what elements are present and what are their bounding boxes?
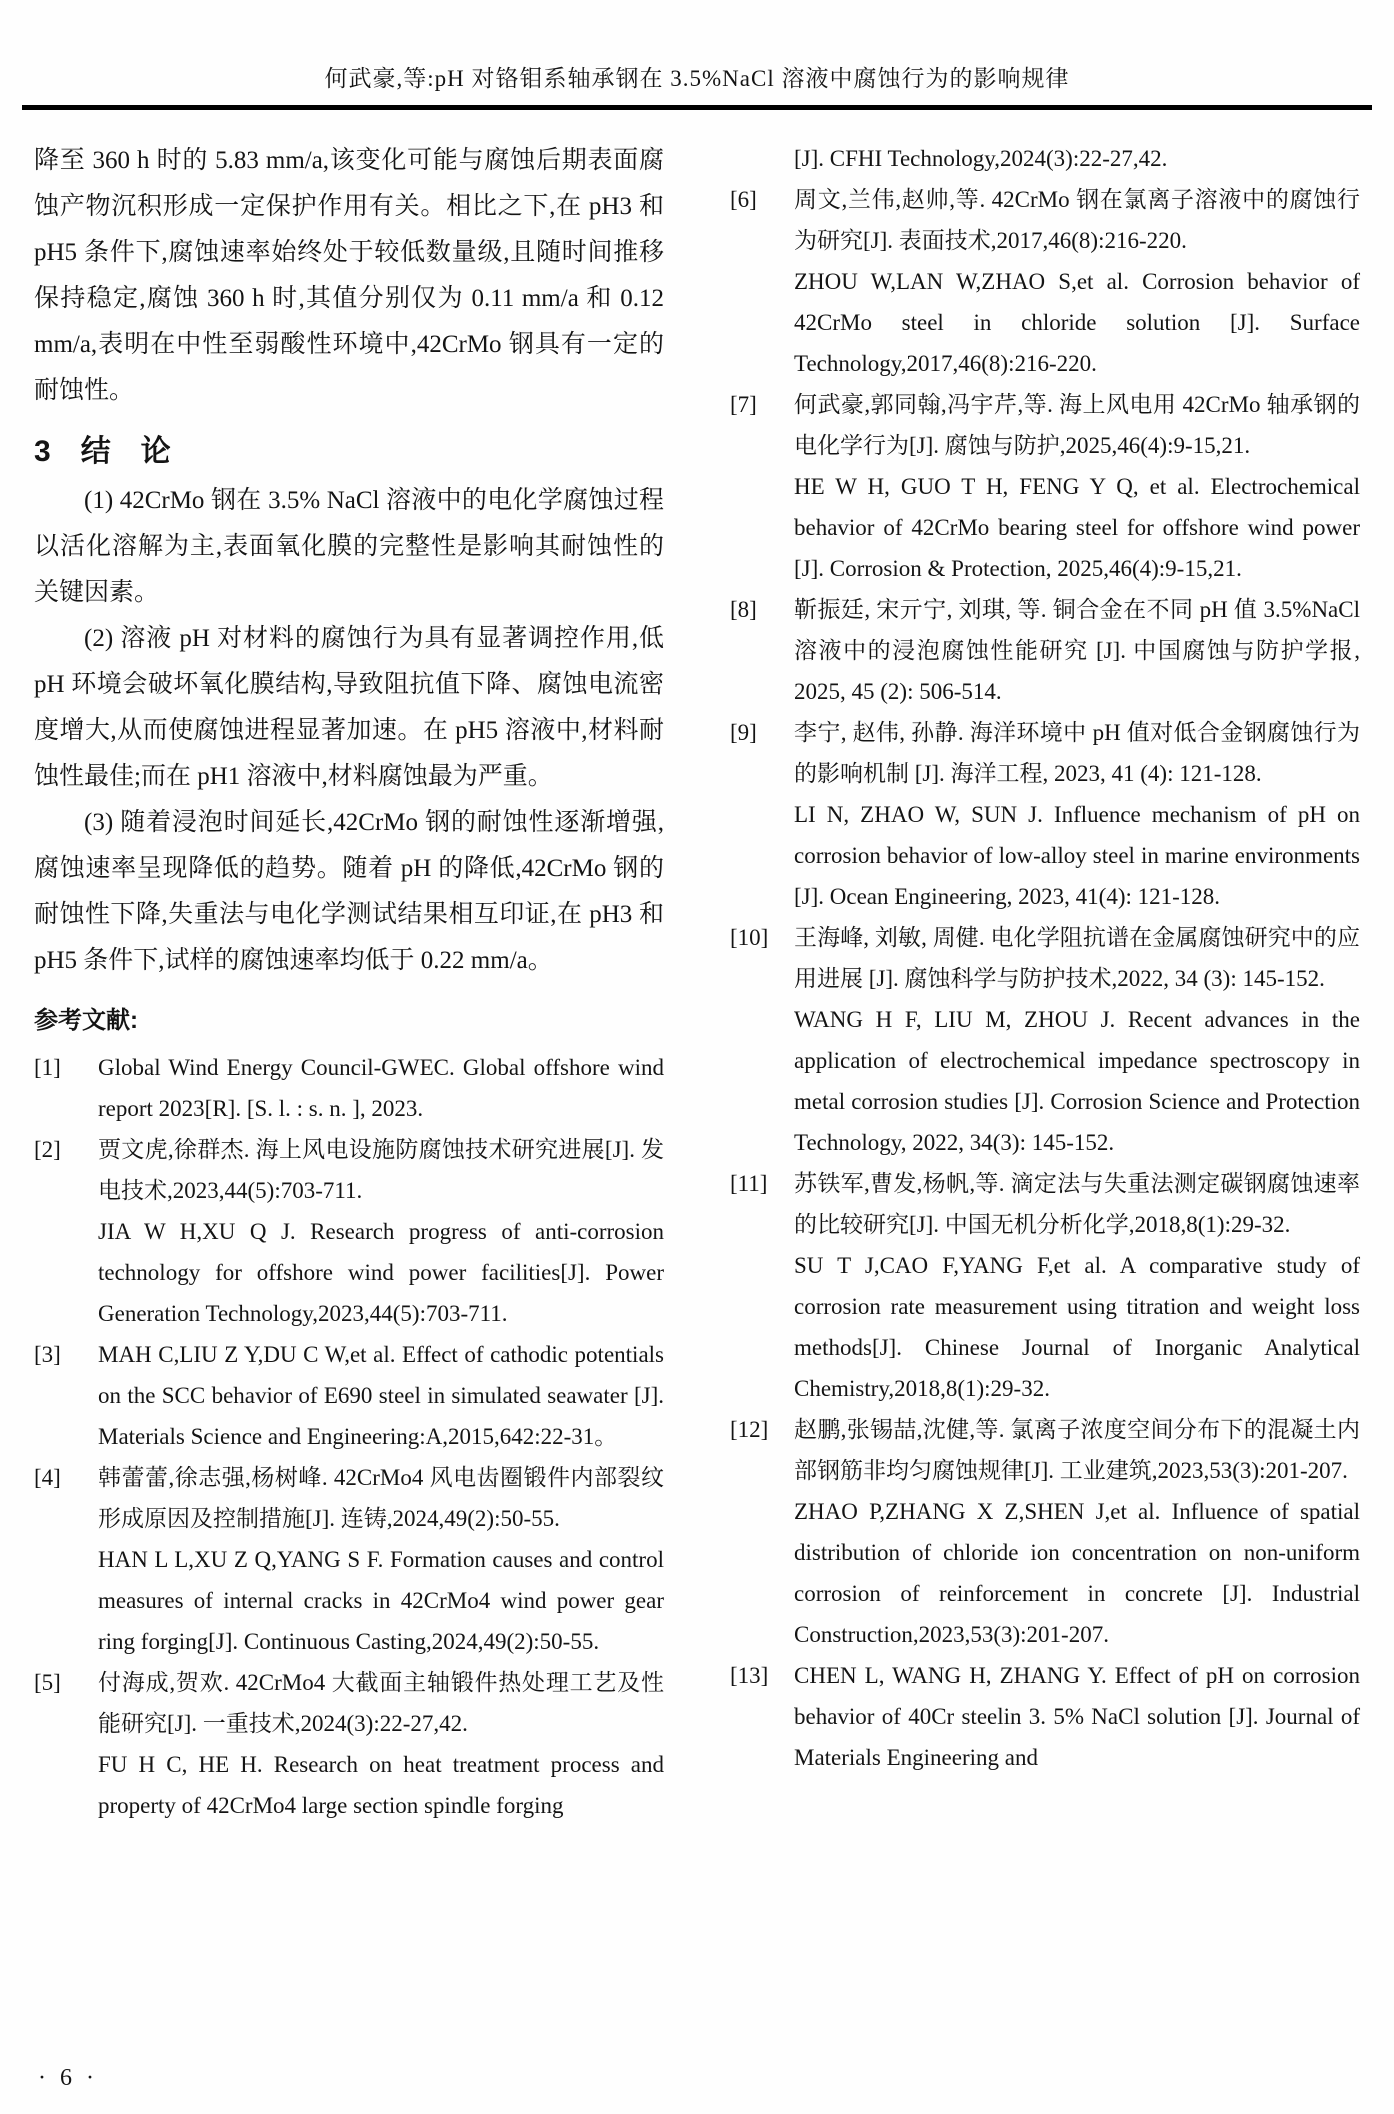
reference-text: 韩蕾蕾,徐志强,杨树峰. 42CrMo4 风电齿圈锻件内部裂纹形成原因及控制措施[J]. 连铸,2024,49(2):50-55.	[98, 1465, 664, 1531]
reference-item-11	[730, 1163, 1360, 1409]
reference-label: [1]	[34, 1055, 61, 1080]
reference-label: [2]	[34, 1137, 61, 1162]
running-head-title: 何武豪,等:pH 对铬钼系轴承钢在 3.5%NaCl 溶液中腐蚀行为的影响规律	[324, 66, 1070, 91]
reference-label: [7]	[730, 392, 757, 417]
reference-item-8	[730, 589, 1360, 712]
reference-label: [4]	[34, 1465, 61, 1490]
reference-text: 王海峰, 刘敏, 周健. 电化学阻抗谱在金属腐蚀研究中的应用进展 [J]. 腐蚀科学与防护技术,2022, 34 (3): 145-152.	[794, 925, 1360, 991]
reference-item-5	[34, 1662, 664, 1826]
reference-text: 苏铁军,曹发,杨帆,等. 滴定法与失重法测定碳钢腐蚀速率的比较研究[J]. 中国无机分析化学,2018,8(1):29-32.	[794, 1171, 1360, 1237]
reference-text: CHEN L, WANG H, ZHANG Y. Effect of pH on corrosion behavior of 40Cr steelin 3. 5% NaCl solution [J]. Journal of Materials Engineering and	[794, 1663, 1360, 1770]
continuation-paragraph: 降至 360 h 时的 5.83 mm/a,该变化可能与腐蚀后期表面腐蚀产物沉积形成一定保护作用有关。相比之下,在 pH3 和 pH5 条件下,腐蚀速率始终处于较低数量级,且随时间推移保持稳定,腐蚀 360 h 时,其值分别仅为 0.11 mm/a 和 0.12 mm/a,表明在中性至弱酸性环境中,42CrMo 钢具有一定的耐蚀性。	[34, 147, 664, 404]
section-number: 3	[34, 435, 51, 468]
reference-text: 贾文虎,徐群杰. 海上风电设施防腐蚀技术研究进展[J]. 发电技术,2023,44(5):703-711.	[98, 1137, 664, 1203]
reference-text-translation: JIA W H,XU Q J. Research progress of anti-corrosion technology for offshore wind power facilities[J]. Power Generation Technology,2023,44(5):703-711.	[98, 1219, 664, 1326]
reference-text-translation: LI N, ZHAO W, SUN J. Influence mechanism of pH on corrosion behavior of low-alloy steel in marine environments [J]. Ocean Engineering, 2023, 41(4): 121-128.	[794, 802, 1360, 909]
reference-text-translation: WANG H F, LIU M, ZHOU J. Recent advances in the application of electrochemical impedance spectroscopy in metal corrosion studies [J]. Corrosion Science and Protection Technology, 2022, 34(3): 145-152.	[794, 1007, 1360, 1155]
reference-text-translation: SU T J,CAO F,YANG F,et al. A comparative study of corrosion rate measurement using titration and weight loss methods[J]. Chinese Journal of Inorganic Analytical Chemistry,2018,8(1):29-32.	[794, 1253, 1360, 1401]
reference-label: [9]	[730, 720, 757, 745]
reference-label: [8]	[730, 597, 757, 622]
section-heading-conclusion	[34, 426, 664, 470]
header-rule	[22, 105, 1372, 110]
reference-continuation-text: [J]. CFHI Technology,2024(3):22-27,42.	[794, 146, 1168, 171]
reference-text: MAH C,LIU Z Y,DU C W,et al. Effect of cathodic potentials on the SCC behavior of E690 steel in simulated seawater [J]. Materials Science and Engineering:A,2015,642:22-31。	[98, 1342, 664, 1449]
conclusion-paragraph-3: (3) 随着浸泡时间延长,42CrMo 钢的耐蚀性逐渐增强,腐蚀速率呈现降低的趋势。随着 pH 的降低,42CrMo 钢的耐蚀性下降,失重法与电化学测试结果相互印证,在 pH3 和 pH5 条件下,试样的腐蚀速率均低于 0.22 mm/a。	[34, 809, 664, 974]
references-heading: 参考文献:	[34, 1007, 138, 1034]
reference-text-translation: HAN L L,XU Z Q,YANG S F. Formation causes and control measures of internal cracks in 42CrMo4 wind power gear ring forging[J]. Continuous Casting,2024,49(2):50-55.	[98, 1547, 664, 1654]
page-number: · 6 ·	[38, 2065, 98, 2091]
reference-item-13	[730, 1655, 1360, 1778]
conclusion-paragraph-1: (1) 42CrMo 钢在 3.5% NaCl 溶液中的电化学腐蚀过程以活化溶解为主,表面氧化膜的完整性是影响其耐蚀性的关键因素。	[34, 487, 664, 606]
reference-text-translation: ZHOU W,LAN W,ZHAO S,et al. Corrosion behavior of 42CrMo steel in chloride solution [J]. Surface Technology,2017,46(8):216-220.	[794, 269, 1360, 376]
reference-text: 何武豪,郭同翰,冯宇芹,等. 海上风电用 42CrMo 轴承钢的电化学行为[J]. 腐蚀与防护,2025,46(4):9-15,21.	[794, 392, 1360, 458]
reference-item-7	[730, 384, 1360, 589]
reference-item-2	[34, 1129, 664, 1334]
reference-continuation	[730, 138, 1360, 179]
reference-item-6	[730, 179, 1360, 384]
reference-label: [12]	[730, 1417, 769, 1442]
reference-label: [13]	[730, 1663, 769, 1688]
section-title: 结 论	[80, 435, 171, 468]
conclusion-paragraph-2: (2) 溶液 pH 对材料的腐蚀行为具有显著调控作用,低 pH 环境会破坏氧化膜结构,导致阻抗值下降、腐蚀电流密度增大,从而使腐蚀进程显著加速。在 pH5 溶液中,材料耐蚀性最佳;而在 pH1 溶液中,材料腐蚀最为严重。	[34, 625, 664, 790]
reference-item-12	[730, 1409, 1360, 1655]
reference-label: [10]	[730, 925, 769, 950]
left-column	[34, 138, 664, 1826]
right-column	[730, 138, 1360, 1778]
reference-text: 付海成,贺欢. 42CrMo4 大截面主轴锻件热处理工艺及性能研究[J]. 一重技术,2024(3):22-27,42.	[98, 1670, 664, 1736]
reference-item-3	[34, 1334, 664, 1457]
reference-text-translation: FU H C, HE H. Research on heat treatment process and property of 42CrMo4 large section spindle forging	[98, 1752, 664, 1818]
reference-label: [6]	[730, 187, 757, 212]
reference-item-10	[730, 917, 1360, 1163]
reference-text: 赵鹏,张锡喆,沈健,等. 氯离子浓度空间分布下的混凝土内部钢筋非均匀腐蚀规律[J]. 工业建筑,2023,53(3):201-207.	[794, 1417, 1360, 1483]
reference-item-9	[730, 712, 1360, 917]
reference-text-translation: HE W H, GUO T H, FENG Y Q, et al. Electrochemical behavior of 42CrMo bearing steel for offshore wind power [J]. Corrosion & Protection, 2025,46(4):9-15,21.	[794, 474, 1360, 581]
reference-label: [5]	[34, 1670, 61, 1695]
reference-text: 李宁, 赵伟, 孙静. 海洋环境中 pH 值对低合金钢腐蚀行为的影响机制 [J]. 海洋工程, 2023, 41 (4): 121-128.	[794, 720, 1360, 786]
reference-label: [3]	[34, 1342, 61, 1367]
reference-item-4	[34, 1457, 664, 1662]
reference-item-1	[34, 1047, 664, 1129]
reference-label: [11]	[730, 1171, 768, 1196]
reference-text: Global Wind Energy Council-GWEC. Global offshore wind report 2023[R]. [S. l. : s. n. ], 2023.	[98, 1055, 664, 1121]
reference-text: 靳振廷, 宋亓宁, 刘琪, 等. 铜合金在不同 pH 值 3.5%NaCl 溶液中的浸泡腐蚀性能研究 [J]. 中国腐蚀与防护学报, 2025, 45 (2): 506-514.	[794, 597, 1360, 704]
reference-text: 周文,兰伟,赵帅,等. 42CrMo 钢在氯离子溶液中的腐蚀行为研究[J]. 表面技术,2017,46(8):216-220.	[794, 187, 1360, 253]
reference-text-translation: ZHAO P,ZHANG X Z,SHEN J,et al. Influence of spatial distribution of chloride ion concentration on non-uniform corrosion of reinforcement in concrete [J]. Industrial Construction,2023,53(3):201-207.	[794, 1499, 1360, 1647]
